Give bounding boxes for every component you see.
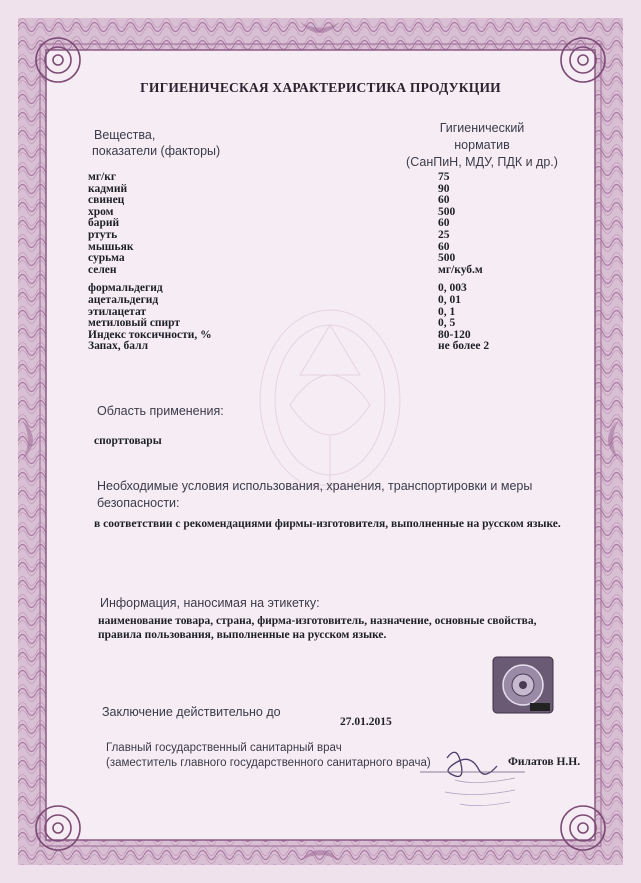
substance-value: 60 (438, 194, 450, 207)
signatory-name: Филатов Н.Н. (508, 756, 581, 768)
substance-name: ртуть (88, 228, 118, 241)
label-info-value-line1: наименование товара, страна, фирма-изготовитель, назначение, основные свойства, (98, 615, 537, 627)
substance-name: Запах, балл (88, 340, 149, 353)
header-substances (92, 127, 252, 159)
substance-name: Индекс токсичности, % (88, 328, 212, 341)
substance-value: 500 (438, 252, 456, 265)
validity-label: Заключение действительно до (102, 705, 281, 719)
hologram-sticker (492, 656, 554, 714)
substance-value: 60 (438, 240, 450, 253)
scope-value: спорттовары (94, 435, 162, 447)
substance-names (88, 172, 212, 353)
substance-value: 60 (438, 217, 450, 230)
substance-name: сурьма (88, 252, 125, 265)
conditions-label-line1: Необходимые условия использования, хранения, транспортировки и меры (97, 479, 533, 493)
label-info-value-line2: правила пользования, выполненные на русском языке. (98, 629, 387, 641)
validity-date: 27.01.2015 (340, 716, 392, 728)
scope-label: Область применения: (97, 404, 224, 418)
substance-name: этилацетат (88, 305, 147, 318)
header-substances-line2: показатели (факторы) (92, 144, 221, 158)
header-substances-line1: Вещества, (94, 128, 156, 142)
substance-value: 0, 01 (438, 293, 461, 306)
substance-value: 0, 5 (438, 317, 456, 330)
signatory-title-line2: (заместитель главного государственного санитарного врача) (106, 757, 431, 769)
substance-values (438, 172, 489, 353)
substance-value: 0, 003 (438, 282, 467, 295)
substance-value: 75 (438, 171, 450, 183)
substance-value: 25 (438, 228, 450, 241)
label-info-label: Информация, наносимая на этикетку: (100, 596, 320, 610)
substance-value: не более 2 (438, 340, 490, 353)
substance-value: 500 (438, 205, 456, 218)
substance-name: формальдегид (88, 282, 163, 295)
header-norm (382, 120, 582, 171)
substance-name: свинец (88, 194, 125, 207)
substance-value: 80-120 (438, 328, 471, 341)
header-norm-line3: (СанПиН, МДУ, ПДК и др.) (406, 155, 558, 169)
signature (415, 740, 535, 810)
signatory-title-line1: Главный государственный санитарный врач (106, 742, 342, 754)
substance-name: мг/кг (88, 171, 117, 183)
substance-name: мышьяк (88, 240, 134, 253)
substance-value: 90 (438, 182, 450, 195)
header-norm-line2: норматив (454, 138, 510, 152)
substance-value: 0, 1 (438, 305, 456, 318)
substance-name: метиловый спирт (88, 317, 181, 330)
header-norm-line1: Гигиенический (439, 121, 525, 135)
document-title: ГИГИЕНИЧЕСКАЯ ХАРАКТЕРИСТИКА ПРОДУКЦИИ (140, 80, 501, 95)
substance-name: селен (88, 263, 117, 276)
conditions-label-line2: безопасности: (97, 496, 180, 510)
conditions-value: в соответствии с рекомендациями фирмы-изготовителя, выполненные на русском языке. (94, 518, 561, 530)
substance-name: кадмий (88, 182, 128, 195)
substance-name: ацетальдегид (88, 293, 159, 306)
substance-name: барий (88, 217, 120, 230)
substance-name: хром (88, 205, 114, 218)
substance-value: мг/куб.м (438, 263, 483, 276)
